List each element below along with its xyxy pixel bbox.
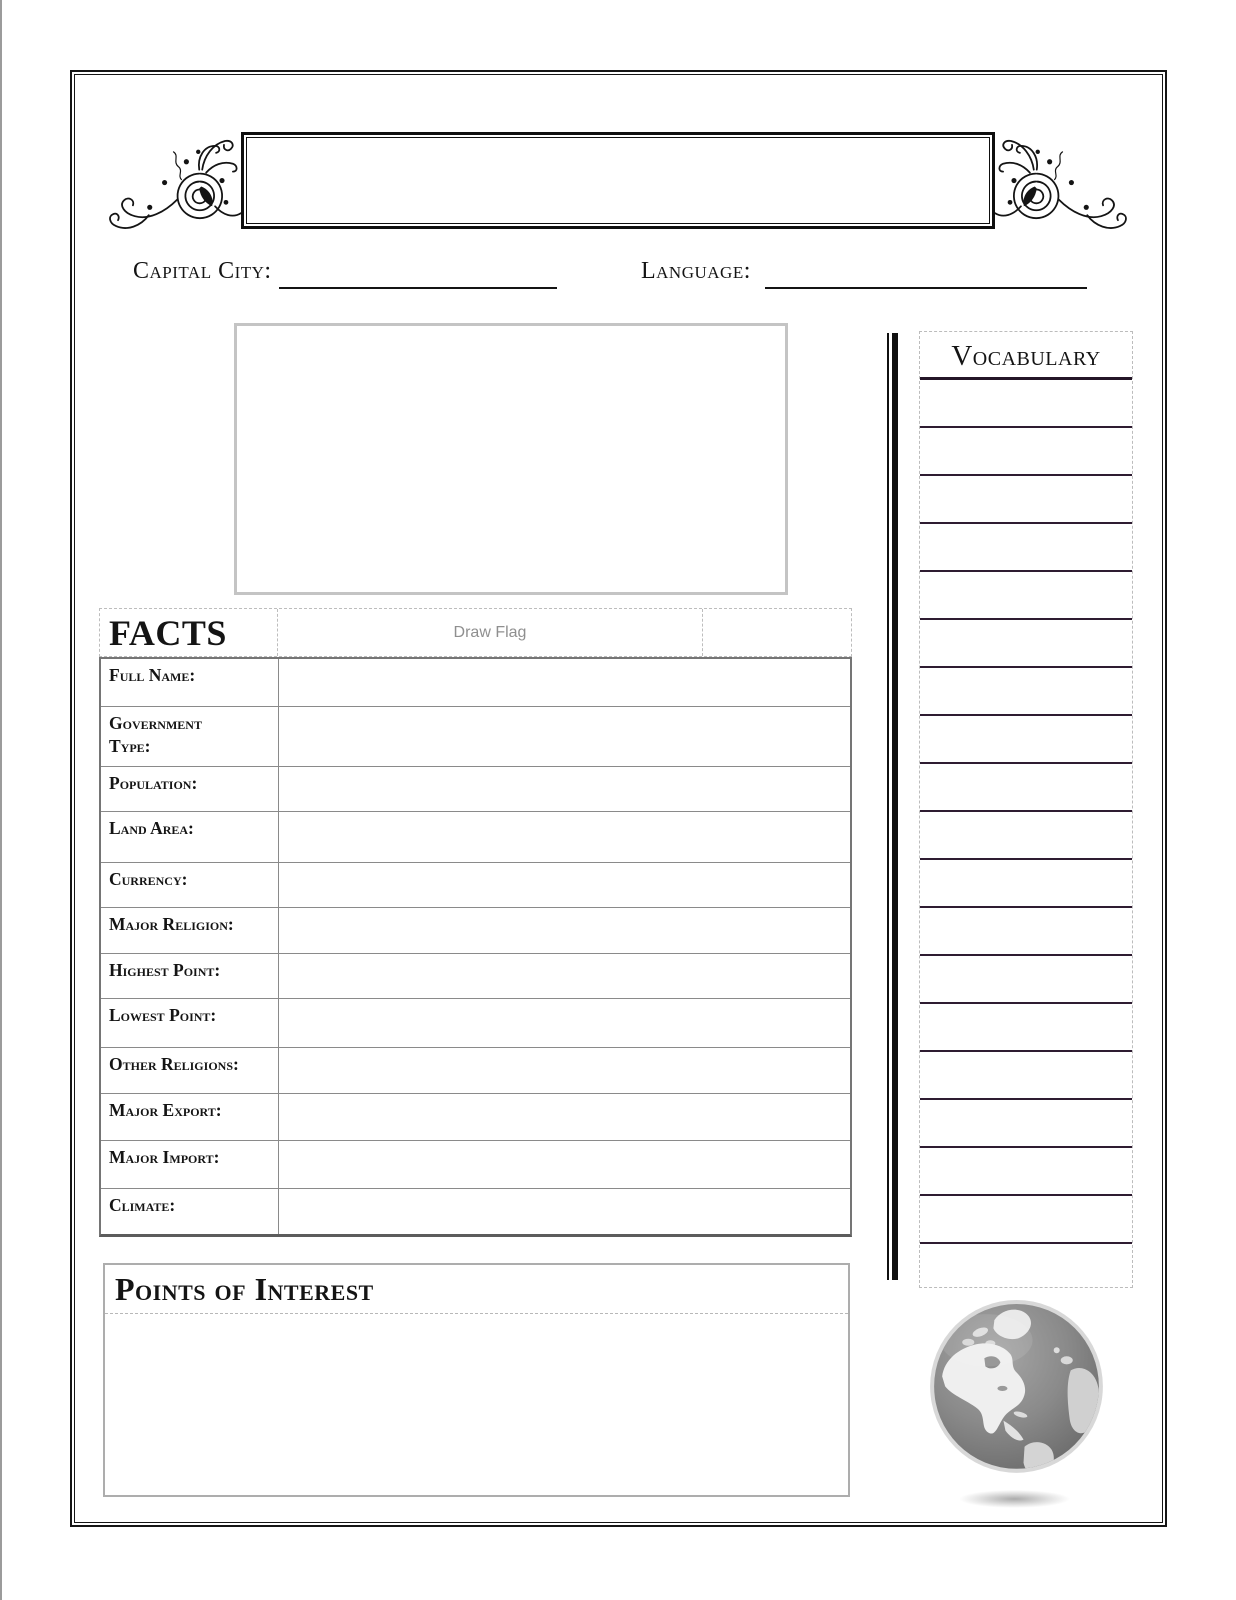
vocabulary-line[interactable] <box>920 860 1132 908</box>
vocabulary-line[interactable] <box>920 812 1132 860</box>
facts-title: FACTS <box>109 612 227 653</box>
fact-label: Lowest Point: <box>101 999 279 1047</box>
fact-label: Other Religions: <box>101 1048 279 1093</box>
facts-table-row <box>101 999 850 1048</box>
facts-header-row <box>99 608 852 657</box>
vocabulary-line[interactable] <box>920 1196 1132 1244</box>
globe-shadow <box>959 1490 1070 1508</box>
facts-table-row <box>101 812 850 863</box>
vocabulary-line[interactable] <box>920 668 1132 716</box>
vocabulary-title: Vocabulary <box>920 332 1132 380</box>
fact-label: Highest Point: <box>101 954 279 998</box>
fact-value-cell[interactable] <box>279 954 850 998</box>
fact-label: Climate: <box>101 1189 279 1234</box>
language-input-line[interactable] <box>765 287 1087 289</box>
facts-table-row <box>101 863 850 908</box>
fact-label: Population: <box>101 767 279 811</box>
facts-table-row <box>101 1141 850 1189</box>
points-of-interest-content[interactable] <box>105 1315 848 1495</box>
fact-value-cell[interactable] <box>279 659 850 706</box>
facts-table-row <box>101 1094 850 1141</box>
vocabulary-line[interactable] <box>920 716 1132 764</box>
flourish-ornament-icon <box>102 137 245 236</box>
vocabulary-lines <box>920 380 1132 1244</box>
points-of-interest-title: Points of Interest <box>105 1265 848 1314</box>
vocabulary-line[interactable] <box>920 524 1132 572</box>
capital-city-label: Capital City: <box>133 258 272 284</box>
points-of-interest-box <box>103 1263 850 1497</box>
fact-label: Government Type: <box>101 707 279 766</box>
facts-table <box>99 657 852 1237</box>
facts-table-row <box>101 707 850 767</box>
vertical-divider-thin <box>887 333 889 1280</box>
facts-table-row <box>101 1048 850 1094</box>
fact-value-cell[interactable] <box>279 999 850 1047</box>
fact-label: Land Area: <box>101 812 279 862</box>
vocabulary-line[interactable] <box>920 1052 1132 1100</box>
vocabulary-line[interactable] <box>920 1148 1132 1196</box>
flourish-ornament-icon <box>991 137 1134 236</box>
globe-icon <box>924 1296 1110 1512</box>
vocabulary-line[interactable] <box>920 908 1132 956</box>
fact-value-cell[interactable] <box>279 863 850 907</box>
fact-value-cell[interactable] <box>279 812 850 862</box>
fact-label: Full Name: <box>101 659 279 706</box>
vocabulary-line[interactable] <box>920 476 1132 524</box>
fact-value-cell[interactable] <box>279 1189 850 1234</box>
country-title-box[interactable] <box>241 132 995 229</box>
fact-label: Currency: <box>101 863 279 907</box>
screen-edge-line <box>0 0 2 1600</box>
vocabulary-line[interactable] <box>920 1004 1132 1052</box>
header-spare-cell <box>702 609 851 656</box>
facts-table-row <box>101 659 850 707</box>
facts-table-row <box>101 954 850 999</box>
vocabulary-line[interactable] <box>920 572 1132 620</box>
fact-value-cell[interactable] <box>279 707 850 766</box>
fact-value-cell[interactable] <box>279 908 850 953</box>
fact-value-cell[interactable] <box>279 1141 850 1188</box>
facts-table-row <box>101 767 850 812</box>
vocabulary-line[interactable] <box>920 1100 1132 1148</box>
capital-city-input-line[interactable] <box>279 287 557 289</box>
vocabulary-line[interactable] <box>920 764 1132 812</box>
fact-label: Major Religion: <box>101 908 279 953</box>
vocabulary-line[interactable] <box>920 620 1132 668</box>
fact-label: Major Import: <box>101 1141 279 1188</box>
fact-value-cell[interactable] <box>279 1094 850 1140</box>
facts-table-row <box>101 908 850 954</box>
vocabulary-line[interactable] <box>920 380 1132 428</box>
fact-value-cell[interactable] <box>279 1048 850 1093</box>
facts-title-cell <box>100 609 278 656</box>
fact-value-cell[interactable] <box>279 767 850 811</box>
map-picture-box[interactable] <box>234 323 788 595</box>
vertical-divider-thick <box>892 333 898 1280</box>
draw-flag-cell[interactable]: Draw Flag <box>453 623 527 641</box>
country-title-value[interactable] <box>246 137 990 224</box>
vocabulary-line[interactable] <box>920 956 1132 1004</box>
fact-label: Major Export: <box>101 1094 279 1140</box>
language-label: Language: <box>641 258 751 284</box>
vocabulary-line[interactable] <box>920 428 1132 476</box>
vocabulary-box <box>919 331 1133 1288</box>
facts-table-row <box>101 1189 850 1234</box>
